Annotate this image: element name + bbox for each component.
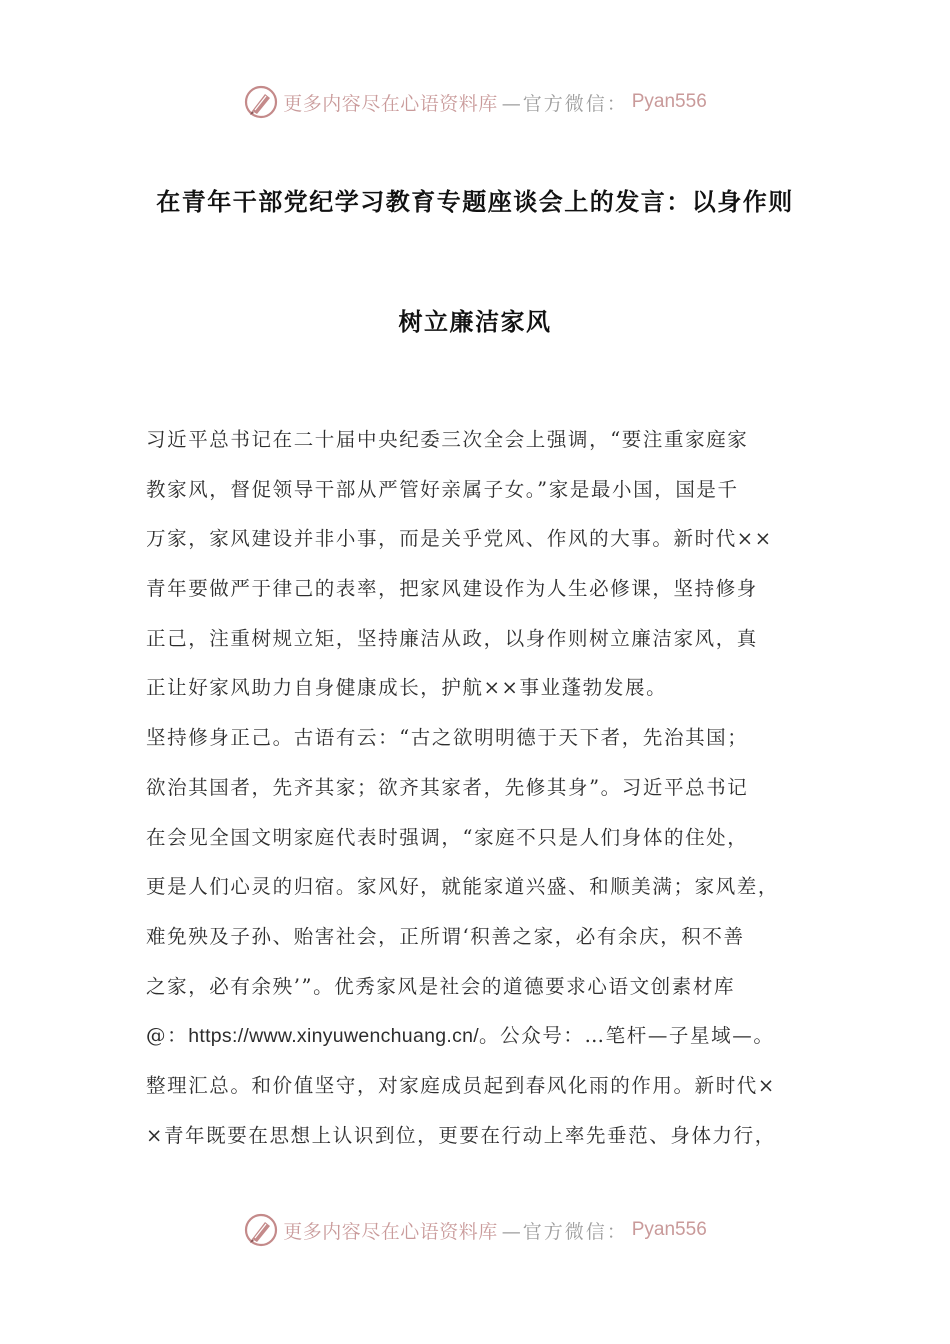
website-link[interactable]: https://www.xinyuwenchuang.cn/ [188,1025,480,1048]
body-line: 在会见全国文明家庭代表时强调，“家庭不只是人们身体的住处， [146,825,749,849]
body-line: 整理汇总。和价值坚守，对家庭成员起到春风化雨的作用。新时代× [146,1073,776,1097]
body-line: 正己，注重树规立矩，坚持廉洁从政，以身作则树立廉洁家风，真 [146,626,758,650]
watermark-site-name: 更多内容尽在心语资料库 [283,1220,498,1243]
header-watermark [0,82,950,122]
body-line: 更是人们心灵的归宿。家风好，就能家道兴盛、和顺美满；家风差， [146,875,780,899]
body-line-url [146,1011,821,1061]
watermark-wechat-label: —官方微信： [501,1220,628,1243]
body-line: 青年要做严于律己的表率，把家风建设作为人生必修课，坚持修身 [146,577,758,601]
watermark-wechat-id: Pyan556 [631,91,707,112]
watermark-wechat-label: —官方微信： [501,92,628,115]
pen-nib-icon [243,84,279,120]
watermark-site-name: 更多内容尽在心语资料库 [283,92,498,115]
body-line: 习近平总书记在二十届中央纪委三次全会上强调，“要注重家庭家 [146,428,749,451]
document-title-line-2: 树立廉洁家风 [398,308,552,336]
pen-nib-icon [243,1212,279,1248]
body-line: 难免殃及子孙、贻害社会，正所谓‘积善之家，必有余庆，积不善 [146,924,745,948]
body-line: 之家，必有余殃’”。优秀家风是社会的道德要求心语文创素材库 [146,974,736,998]
watermark-wechat-id: Pyan556 [631,1219,707,1240]
document-title-line-1: 在青年干部党纪学习教育专题座谈会上的发言：以身作则 [156,188,794,216]
footer-watermark [0,1210,950,1250]
url-suffix: 。公众号：…笔杆—子星域—。 [479,1024,775,1048]
body-line: 万家，家风建设并非小事，而是关乎党风、作风的大事。新时代×× [146,527,773,551]
body-line: 教家风，督促领导干部从严管好亲属子女。”家是最小国，国是千 [146,477,739,501]
document-body [146,415,821,1160]
body-line: ×青年既要在思想上认识到位，更要在行动上率先垂范、身体力行， [146,1123,776,1147]
url-prefix: @： [146,1024,189,1048]
body-line: 正让好家风助力自身健康成长，护航××事业蓬勃发展。 [146,676,668,700]
body-line: 坚持修身正己。古语有云：“古之欲明明德于天下者，先治其国； [146,726,749,750]
body-line: 欲治其国者，先齐其家；欲齐其家者，先修其身”。习近平总书记 [146,775,749,799]
